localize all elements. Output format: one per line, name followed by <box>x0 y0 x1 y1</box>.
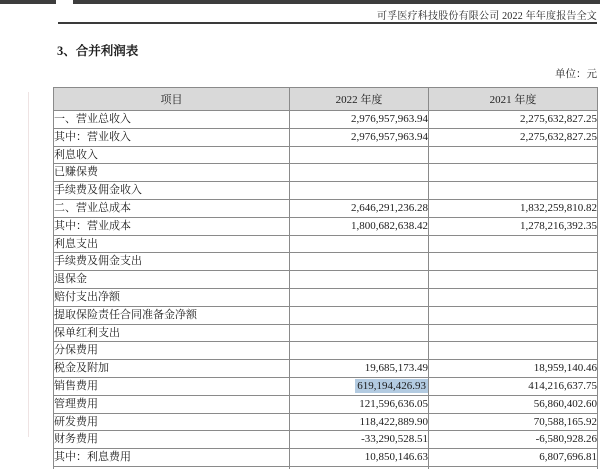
row-value-2021 <box>429 324 598 342</box>
row-value-2021 <box>429 342 598 360</box>
table-row <box>54 199 598 217</box>
row-value-2021 <box>429 146 598 164</box>
row-value-2021 <box>429 128 598 146</box>
unit-label: 单位：元 <box>555 69 597 80</box>
col-header-2021: 2021 年度 <box>429 88 598 111</box>
row-value-2022 <box>290 235 429 253</box>
row-value-2021-text: 56,860,402.60 <box>533 397 597 410</box>
table-row <box>54 111 598 129</box>
row-value-2021 <box>429 288 598 306</box>
row-item-label: 销售费用 <box>54 377 290 395</box>
row-value-2022-text: 121,596,636.05 <box>359 397 428 410</box>
row-value-2021 <box>429 431 598 449</box>
row-value-2022 <box>290 253 429 271</box>
row-value-2021-text: 6,807,696.81 <box>539 451 597 464</box>
row-value-2021 <box>429 182 598 200</box>
row-item-label: 二、营业总成本 <box>54 199 290 217</box>
table-row <box>54 360 598 378</box>
top-edge-bar-left <box>0 0 56 4</box>
table-row <box>54 235 598 253</box>
header-rule <box>58 22 597 24</box>
row-value-2022 <box>290 146 429 164</box>
row-item-label: 保单红利支出 <box>54 324 290 342</box>
row-value-2021 <box>429 271 598 289</box>
row-value-2022 <box>290 128 429 146</box>
row-item-label: 退保金 <box>54 271 290 289</box>
income-statement-table <box>53 87 598 469</box>
row-item-label: 赔付支出净额 <box>54 288 290 306</box>
row-item-label: 一、营业总收入 <box>54 111 290 129</box>
row-value-2021 <box>429 449 598 467</box>
row-value-2022 <box>290 324 429 342</box>
row-item-label: 手续费及佣金支出 <box>54 253 290 271</box>
table-row <box>54 146 598 164</box>
col-header-item: 项目 <box>54 88 290 111</box>
row-value-2021-text: 2,275,632,827.25 <box>520 113 597 125</box>
row-value-2022 <box>290 449 429 467</box>
row-item-label: 管理费用 <box>54 395 290 413</box>
table-row <box>54 288 598 306</box>
row-value-2022 <box>290 199 429 217</box>
col-header-2022: 2022 年度 <box>290 88 429 111</box>
table-row <box>54 395 598 413</box>
row-value-2021-text: 2,275,632,827.25 <box>520 130 597 143</box>
row-value-2022 <box>290 111 429 129</box>
row-item-label: 提取保险责任合同准备金净额 <box>54 306 290 324</box>
table-row <box>54 271 598 289</box>
row-value-2022-text: -33,290,528.51 <box>361 433 428 446</box>
row-value-2022-text: 10,850,146.63 <box>364 451 428 464</box>
row-value-2021 <box>429 235 598 253</box>
table-row <box>54 128 598 146</box>
page-edge-line <box>28 92 29 437</box>
row-value-2022-text: 2,646,291,236.28 <box>351 201 428 214</box>
row-value-2021 <box>429 217 598 235</box>
row-value-2022-text: 1,800,682,638.42 <box>351 219 428 232</box>
section-title: 3、合并利润表 <box>57 44 139 58</box>
row-value-2021 <box>429 413 598 431</box>
row-item-label: 财务费用 <box>54 431 290 449</box>
row-value-2022-text: 19,685,173.49 <box>364 362 428 375</box>
row-value-2021 <box>429 306 598 324</box>
row-value-2022 <box>290 164 429 182</box>
table-row <box>54 324 598 342</box>
table-row <box>54 164 598 182</box>
row-item-label: 其中：利息费用 <box>54 449 290 467</box>
table-body <box>54 111 598 469</box>
table-row <box>54 342 598 360</box>
table-row <box>54 377 598 395</box>
row-item-label: 研发费用 <box>54 413 290 431</box>
row-value-2021 <box>429 253 598 271</box>
row-value-2022 <box>290 288 429 306</box>
row-item-label: 分保费用 <box>54 342 290 360</box>
row-item-label: 利息支出 <box>54 235 290 253</box>
row-value-2022 <box>290 271 429 289</box>
row-value-2021 <box>429 199 598 217</box>
table-row <box>54 449 598 467</box>
report-running-header: 可孚医疗科技股份有限公司 2022 年年度报告全文 <box>377 11 597 22</box>
row-item-label: 其中：营业成本 <box>54 217 290 235</box>
row-value-2021-text: 1,278,216,392.35 <box>520 219 597 232</box>
table-row <box>54 253 598 271</box>
row-value-2022 <box>290 395 429 413</box>
row-value-2022 <box>290 342 429 360</box>
row-value-2021 <box>429 360 598 378</box>
table-row <box>54 431 598 449</box>
row-value-2021 <box>429 111 598 129</box>
row-value-2022-text: 2,976,957,963.94 <box>351 113 428 125</box>
row-value-2021-text: 18,959,140.46 <box>533 362 597 375</box>
table-row <box>54 413 598 431</box>
row-value-2022-text: 118,422,889.90 <box>359 415 428 428</box>
row-value-2021 <box>429 395 598 413</box>
row-value-2022 <box>290 360 429 378</box>
row-value-2022 <box>290 306 429 324</box>
row-value-2021-text: 70,588,165.92 <box>533 415 597 428</box>
table-row <box>54 306 598 324</box>
row-value-2022 <box>290 217 429 235</box>
top-edge-bar-right <box>73 0 600 4</box>
row-item-label: 已赚保费 <box>54 164 290 182</box>
row-value-2022 <box>290 413 429 431</box>
row-value-2021 <box>429 377 598 395</box>
row-item-label: 利息收入 <box>54 146 290 164</box>
row-value-2021 <box>429 164 598 182</box>
row-value-2022 <box>290 431 429 449</box>
table-row <box>54 182 598 200</box>
row-value-2022-text: 2,976,957,963.94 <box>351 130 428 143</box>
row-value-2022 <box>290 182 429 200</box>
row-item-label: 税金及附加 <box>54 360 290 378</box>
row-value-2021-text: 414,216,637.75 <box>528 379 597 392</box>
row-value-2022-text: 619,194,426.93 <box>357 379 426 392</box>
table-header-row <box>54 88 598 111</box>
row-value-2021-text: -6,580,928.26 <box>535 433 597 446</box>
row-value-2022 <box>290 377 429 395</box>
table-row <box>54 217 598 235</box>
row-item-label: 其中：营业收入 <box>54 128 290 146</box>
row-item-label: 手续费及佣金收入 <box>54 182 290 200</box>
row-value-2021-text: 1,832,259,810.82 <box>520 201 597 214</box>
